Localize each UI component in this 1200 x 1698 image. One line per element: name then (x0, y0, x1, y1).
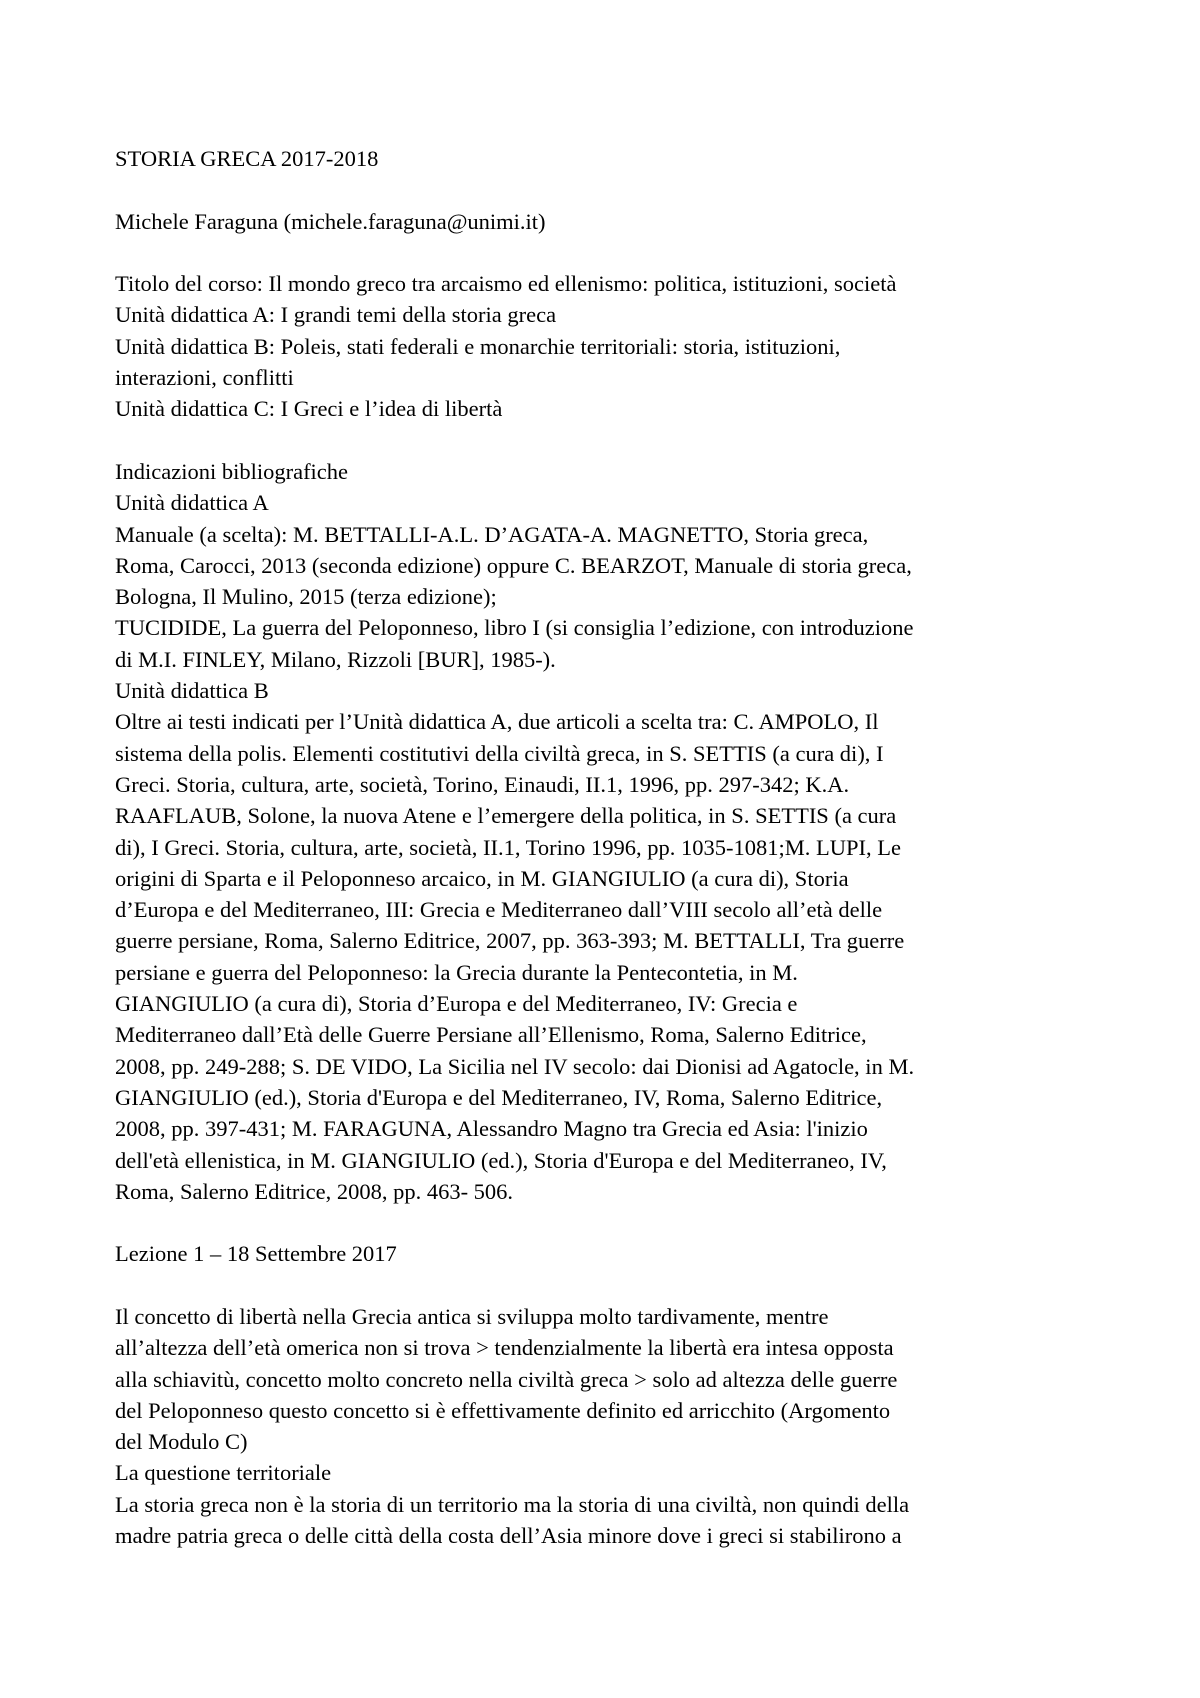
lesson-subparagraph-line: La storia greca non è la storia di un territorio ma la storia di una civiltà, non quindi della (115, 1491, 910, 1517)
document-title: STORIA GRECA 2017-2018 (115, 146, 379, 171)
lesson-paragraph-line: del Peloponneso questo concetto si è effettivamente definito ed arricchito (Argomento (115, 1397, 891, 1423)
lesson-paragraph-line: Il concetto di libertà nella Grecia antica si sviluppa molto tardivamente, mentre (115, 1303, 829, 1329)
bibliography-line: Bologna, Il Mulino, 2015 (terza edizione); (115, 584, 497, 610)
course-title: Titolo del corso: Il mondo greco tra arcaismo ed ellenismo: politica, istituzioni, società (115, 271, 897, 297)
bibliography-line: TUCIDIDE, La guerra del Peloponneso, libro I (si consiglia l’edizione, con introduzione (115, 615, 914, 641)
spacer (115, 1207, 1105, 1238)
lesson-paragraph-line: alla schiavitù, concetto molto concreto nella civiltà greca > solo ad altezza delle guerre (115, 1366, 898, 1392)
unit-a-line: Unità didattica A: I grandi temi della storia greca (115, 302, 557, 328)
spacer (115, 174, 1105, 205)
bibliography-line: Mediterraneo dall’Età delle Guerre Persiane all’Ellenismo, Roma, Salerno Editrice, (115, 1022, 867, 1048)
lesson-subheading: La questione territoriale (115, 1460, 332, 1486)
unit-b-line-cont: interazioni, conflitti (115, 365, 294, 391)
bibliography-line: Roma, Carocci, 2013 (seconda edizione) oppure C. BEARZOT, Manuale di storia greca, (115, 552, 912, 578)
lesson-paragraph-line: all’altezza dell’età omerica non si trova > tendenzialmente la libertà era intesa opposta (115, 1335, 894, 1361)
bibliography-line: 2008, pp. 249-288; S. DE VIDO, La Sicilia nel IV secolo: dai Dionisi ad Agatocle, in M. (115, 1053, 915, 1079)
bibliography-unit-a-heading: Unità didattica A (115, 490, 269, 516)
unit-b-line: Unità didattica B: Poleis, stati federali e monarchie territoriali: storia, istituzioni, (115, 333, 841, 359)
bibliography-line: di M.I. FINLEY, Milano, Rizzoli [BUR], 1985-). (115, 646, 556, 672)
unit-c-line: Unità didattica C: I Greci e l’idea di libertà (115, 396, 503, 422)
author-line: Michele Faraguna (michele.faraguna@unimi.it) (115, 208, 546, 234)
bibliography-line: Manuale (a scelta): M. BETTALLI-A.L. D’AGATA-A. MAGNETTO, Storia greca, (115, 521, 869, 547)
bibliography-line: Oltre ai testi indicati per l’Unità didattica A, due articoli a scelta tra: C. AMPOLO, Il (115, 709, 879, 735)
bibliography-line: RAAFLAUB, Solone, la nuova Atene e l’emergere della politica, in S. SETTIS (a cura (115, 803, 897, 829)
bibliography-line: GIANGIULIO (a cura di), Storia d’Europa e del Mediterraneo, IV: Grecia e (115, 991, 798, 1017)
bibliography-line: guerre persiane, Roma, Salerno Editrice, 2007, pp. 363-393; M. BETTALLI, Tra guerre (115, 928, 905, 954)
bibliography-line: origini di Sparta e il Peloponneso arcaico, in M. GIANGIULIO (a cura di), Storia (115, 865, 849, 891)
bibliography-line: Roma, Salerno Editrice, 2008, pp. 463- 506. (115, 1178, 514, 1204)
bibliography-line: sistema della polis. Elementi costitutivi della civiltà greca, in S. SETTIS (a cura di), I (115, 740, 884, 766)
spacer (115, 237, 1105, 268)
document-body (115, 143, 1105, 1551)
lesson-heading: Lezione 1 – 18 Settembre 2017 (115, 1241, 397, 1267)
lesson-paragraph-line: del Modulo C) (115, 1429, 248, 1455)
bibliography-line: GIANGIULIO (ed.), Storia d'Europa e del Mediterraneo, IV, Roma, Salerno Editrice, (115, 1084, 883, 1110)
spacer (115, 1270, 1105, 1301)
bibliography-line: d’Europa e del Mediterraneo, III: Grecia e Mediterraneo dall’VIII secolo all’età delle (115, 897, 883, 923)
bibliography-heading: Indicazioni bibliografiche (115, 458, 349, 484)
bibliography-line: Greci. Storia, cultura, arte, società, Torino, Einaudi, II.1, 1996, pp. 297-342; K.A. (115, 771, 850, 797)
bibliography-line: persiane e guerra del Peloponneso: la Grecia durante la Pentecontetia, in M. (115, 959, 798, 985)
spacer (115, 425, 1105, 456)
lesson-subparagraph-line: madre patria greca o delle città della costa dell’Asia minore dove i greci si stabilirono a (115, 1523, 902, 1549)
bibliography-line: 2008, pp. 397-431; M. FARAGUNA, Alessandro Magno tra Grecia ed Asia: l'inizio (115, 1116, 868, 1142)
bibliography-line: di), I Greci. Storia, cultura, arte, società, II.1, Torino 1996, pp. 1035-1081;M. LUPI, Le (115, 834, 901, 860)
bibliography-unit-b-heading: Unità didattica B (115, 678, 269, 704)
bibliography-line: dell'età ellenistica, in M. GIANGIULIO (ed.), Storia d'Europa e del Mediterraneo, IV, (115, 1147, 887, 1173)
